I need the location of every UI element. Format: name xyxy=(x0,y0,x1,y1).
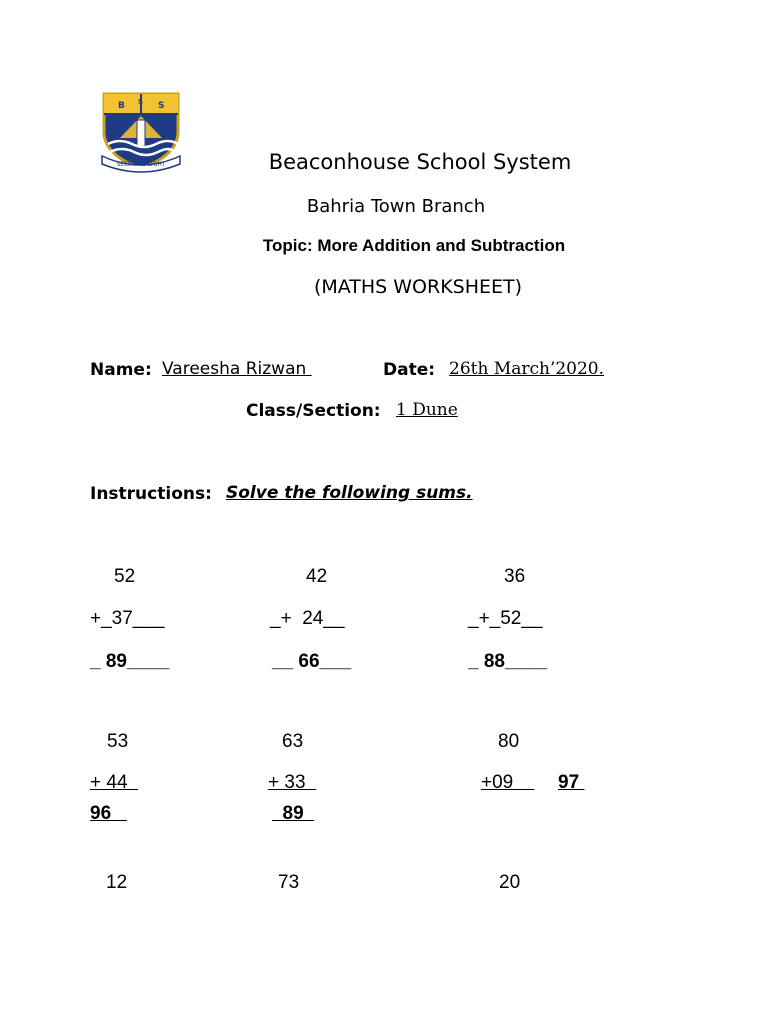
sum-6-addend: +09 xyxy=(481,772,535,793)
logo-letter-3: S xyxy=(158,101,165,111)
sum-4-top: 53 xyxy=(107,731,129,752)
topic-title: Topic: More Addition and Subtraction xyxy=(262,236,566,255)
sum-4-addend: + 44 xyxy=(90,772,139,793)
sum-5-addend: + 33 xyxy=(268,772,317,793)
worksheet-title: (MATHS WORKSHEET) xyxy=(313,276,523,298)
sum-6-answer: 97 xyxy=(558,772,585,793)
sum-5-top: 63 xyxy=(282,731,304,752)
sum-1-answer: _ 89____ xyxy=(90,651,170,672)
logo-motto: SEEK THE LIGHT xyxy=(116,161,166,168)
sum-2-addend: _+ 24__ xyxy=(270,608,345,629)
sum-3-answer: _ 88____ xyxy=(468,651,548,672)
branch-name: Bahria Town Branch xyxy=(306,196,486,217)
date-value: 26th March’2020. xyxy=(449,359,605,379)
instructions-label: Instructions: xyxy=(90,484,212,504)
name-value: Vareesha Rizwan xyxy=(162,359,312,379)
sum-2-answer: __ 66___ xyxy=(272,651,352,672)
sum-3-top: 36 xyxy=(504,566,526,587)
school-name: Beaconhouse School System xyxy=(268,150,572,174)
sum-4-answer: 96 xyxy=(90,803,127,824)
sum-5-answer: 89 xyxy=(272,803,315,824)
sum-7-top: 12 xyxy=(106,872,128,893)
sum-6-top: 80 xyxy=(498,731,520,752)
sum-3-addend: _+_52__ xyxy=(468,608,543,629)
name-label: Name: xyxy=(90,360,152,380)
sum-1-top: 52 xyxy=(114,566,136,587)
class-section-value: 1 Dune xyxy=(396,400,458,420)
logo-letter-2: S xyxy=(138,98,144,106)
logo-letter-1: B xyxy=(118,101,125,111)
sum-9-top: 20 xyxy=(499,872,521,893)
instructions-text: Solve the following sums. xyxy=(226,483,473,503)
date-label: Date: xyxy=(383,360,436,380)
sum-2-top: 42 xyxy=(306,566,328,587)
sum-8-top: 73 xyxy=(278,872,300,893)
sum-1-addend: +_37___ xyxy=(90,608,165,629)
class-section-label: Class/Section: xyxy=(246,401,381,421)
